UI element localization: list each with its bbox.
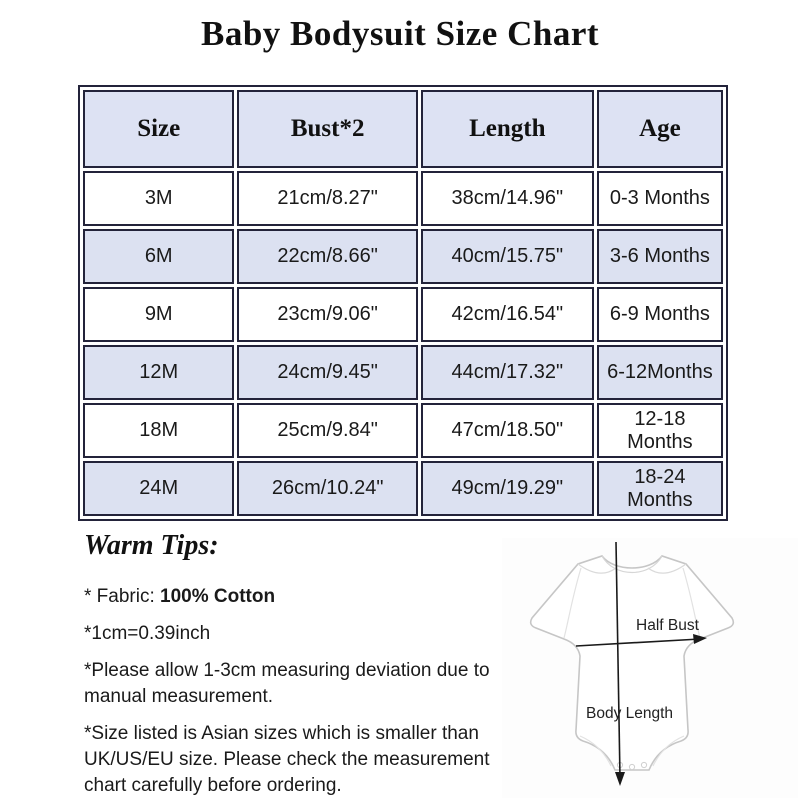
page-title: Baby Bodysuit Size Chart	[200, 14, 600, 53]
cell-length: 42cm/16.54"	[421, 287, 594, 342]
column-header-age: Age	[597, 90, 723, 168]
cell-bust: 26cm/10.24"	[237, 461, 417, 516]
tip-fabric-label: * Fabric:	[84, 586, 161, 607]
cell-bust: 22cm/8.66"	[237, 229, 417, 284]
table-row	[83, 287, 723, 342]
bodysuit-image	[531, 556, 734, 770]
cell-age: 3-6 Months	[597, 229, 723, 284]
cell-size: 3M	[83, 171, 234, 226]
table-header-row	[83, 90, 723, 168]
cell-age: 0-3 Months	[597, 171, 723, 226]
cell-size: 9M	[83, 287, 234, 342]
size-table	[78, 85, 728, 521]
table-row	[83, 461, 723, 516]
cell-size: 12M	[83, 345, 234, 400]
cell-age: 18-24 Months	[597, 461, 723, 516]
cell-length: 40cm/15.75"	[421, 229, 594, 284]
cell-bust: 24cm/9.45"	[237, 345, 417, 400]
tip-fabric	[84, 584, 536, 610]
cell-length: 38cm/14.96"	[421, 171, 594, 226]
table-row	[83, 171, 723, 226]
tip-fabric-value: 100% Cotton	[160, 586, 276, 607]
half-bust-label: Half Bust	[636, 617, 699, 634]
warm-tips-heading: Warm Tips:	[84, 530, 219, 561]
tip-conversion: *1cm=0.39inch	[84, 623, 211, 644]
cell-size: 24M	[83, 461, 234, 516]
body-length-label: Body Length	[586, 705, 674, 722]
bodysuit-diagram	[502, 538, 798, 798]
column-header-bust: Bust*2	[237, 90, 417, 168]
cell-length: 49cm/19.29"	[421, 461, 594, 516]
cell-size: 6M	[83, 229, 234, 284]
cell-age: 6-9 Months	[597, 287, 723, 342]
warm-tips-section	[84, 530, 536, 800]
cell-length: 47cm/18.50"	[421, 403, 594, 458]
tip-deviation: *Please allow 1-3cm measuring deviation due to manual measurement.	[84, 660, 490, 707]
cell-bust: 25cm/9.84"	[237, 403, 417, 458]
tip-sizing: *Size listed is Asian sizes which is smaller than UK/US/EU size. Please check the measurement chart carefully before ordering.	[84, 723, 490, 796]
cell-length: 44cm/17.32"	[421, 345, 594, 400]
cell-bust: 21cm/8.27"	[237, 171, 417, 226]
cell-age: 12-18 Months	[597, 403, 723, 458]
cell-age: 6-12Months	[597, 345, 723, 400]
column-header-length: Length	[421, 90, 594, 168]
column-header-size: Size	[83, 90, 234, 168]
table-row	[83, 229, 723, 284]
table-row	[83, 345, 723, 400]
table-row	[83, 403, 723, 458]
cell-bust: 23cm/9.06"	[237, 287, 417, 342]
cell-size: 18M	[83, 403, 234, 458]
